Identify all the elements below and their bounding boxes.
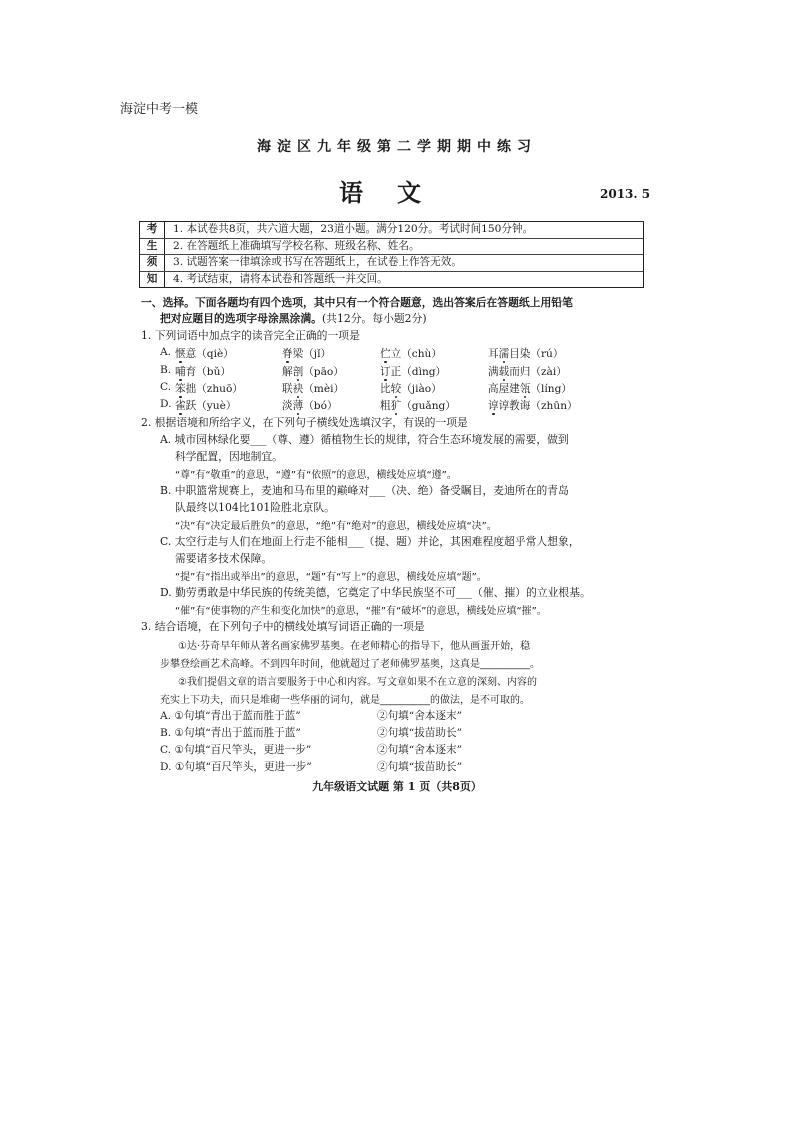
dotted-char: 哺 — [175, 366, 186, 378]
word-post: （mèi） — [303, 383, 345, 395]
notice-text: 3. 试题答案一律填涂或书写在答题纸上，在试卷上作答无效。 — [173, 256, 462, 268]
section1-line2 — [160, 311, 427, 326]
q1-option-word — [488, 346, 563, 361]
q1-option-word — [175, 398, 236, 413]
q1-option-word — [282, 398, 338, 413]
q3-option-a-part1: A. ①句填“青出于蓝而胜于蓝” — [160, 710, 301, 722]
section1-line1: 一、选择。下面各题均有四个选项，其中只有一个符合题意，选出答案后在答题纸上用铅笔 — [141, 296, 573, 309]
q1-option-word — [488, 381, 572, 396]
dotted-char: 订 — [380, 366, 391, 378]
dotted-char: 袂 — [292, 383, 304, 395]
notice-text: 4. 考试结束，请将本试卷和答题纸一并交回。 — [173, 272, 388, 285]
exam-date: 2013. 5 — [600, 187, 651, 201]
q1-stem: 1. 下列词语中加点字的读音完全正确的一项是 — [141, 329, 360, 342]
subject-title: 语文 — [339, 178, 455, 207]
word-post: （pāo） — [303, 366, 344, 378]
dotted-char: 濡 — [498, 348, 510, 360]
q1-option-word — [282, 346, 331, 361]
section1-line2-tail: (共12分。每小题2分) — [321, 312, 427, 325]
dotted-char: 谆 — [488, 400, 499, 412]
q2-option-a-line1: A. 城市园林绿化要___（尊、遵）循植物生长的规律，符合生态环境发展的需要，做到 — [160, 433, 569, 446]
dotted-char: 雀 — [175, 400, 186, 412]
page-footer: 九年级语文试题 第 1 页（共8页） — [312, 780, 482, 793]
q1-option-word — [175, 364, 231, 379]
q2-option-c-line2: 需要诸多技术保障。 — [175, 552, 273, 565]
word-pre: 联 — [282, 383, 293, 395]
q1-option-word — [175, 346, 234, 361]
q2-option-c-line1: C. 太空行走与人们在地面上行走不能相___（提、题）并论，其困难程度超乎常人想象， — [160, 535, 580, 548]
q3-passage2-line1: ②我们提倡文章的语言要服务于中心和内容。写文章如果不在立意的深刻、内容的 — [178, 677, 537, 688]
q1-option-word — [380, 346, 442, 361]
q2-option-b-line1: B. 中职篮常规赛上，麦迪和马布里的巅峰对___（决、绝）备受瞩目，麦迪所在的青岛 — [160, 484, 569, 497]
word-post: 立（chù） — [390, 348, 442, 360]
q2-option-b-line2: 队最终以104比101险胜北京队。 — [175, 501, 335, 514]
word-pre: 比 — [380, 383, 391, 395]
dotted-char: 犷 — [390, 400, 402, 412]
q1-row-label: C. — [160, 381, 172, 393]
dotted-char: 较 — [390, 383, 402, 395]
word-pre: 耳 — [488, 348, 499, 360]
word-post: （bó） — [303, 400, 338, 412]
q3-option-c-part2: ②句填“舍本逐末” — [377, 744, 462, 756]
word-post: 育（bǔ） — [185, 366, 231, 378]
q1-option-word — [488, 364, 567, 379]
word-pre: 解 — [282, 366, 293, 378]
q2-option-d-note: “催”有“使事物的产生和变化加快”的意思，“摧”有“破坏”的意思，横线处应填“摧”。 — [175, 606, 547, 617]
word-post: （líng） — [530, 383, 572, 395]
q3-option-b-part2: ②句填“拔苗助长” — [377, 727, 462, 739]
word-post: 谆教诲（zhūn） — [498, 400, 578, 412]
q1-row-label: B. — [160, 364, 172, 376]
dotted-char: 载 — [498, 366, 510, 378]
q2-option-c-note: “提”有“指出或举出”的意思，“题”有“写上”的意思，横线处应填“题”。 — [175, 572, 487, 583]
word-pre: 高屋建 — [488, 383, 520, 395]
q2-option-b-note: “决”有“决定最后胜负”的意思，“绝”有“绝对”的意思，横线处应填“决”。 — [175, 521, 497, 532]
q1-option-word — [380, 381, 442, 396]
dotted-char: 笨 — [175, 383, 186, 395]
notice-text: 2. 在答题纸上准确填写学校名称、班级名称、姓名。 — [173, 239, 420, 252]
word-post: 目染（rú） — [509, 348, 564, 360]
dotted-char: 剖 — [292, 366, 304, 378]
q2-stem: 2. 根据语境和所给字义，在下列句子横线处选填汉字，有误的一项是 — [141, 416, 468, 429]
q2-option-a-note: “尊”有“敬重”的意思，“遵”有“依照”的意思，横线处应填“遵”。 — [175, 470, 457, 481]
q1-option-word — [380, 398, 456, 413]
q1-option-word — [282, 381, 344, 396]
notice-row — [140, 222, 643, 238]
q1-row-label: A. — [160, 346, 172, 358]
q1-row-label: D. — [160, 398, 172, 410]
word-post: 正（dìng） — [390, 366, 447, 378]
notice-row — [140, 238, 643, 255]
word-post: 跃（yuè） — [185, 400, 237, 412]
word-post: （jiào） — [401, 383, 442, 395]
exam-notice-box — [139, 221, 644, 288]
dotted-char: 薄 — [292, 400, 304, 412]
dotted-char: 瓴 — [519, 383, 531, 395]
word-post: 拙（zhuō） — [185, 383, 243, 395]
notice-key: 知 — [140, 272, 165, 288]
q3-option-d-part1: D. ①句填“百尺竿头，更进一步” — [160, 761, 312, 773]
word-post: 而归（zài） — [509, 366, 567, 378]
q2-option-d-line1: D. 勤劳勇敢是中华民族的传统美德，它奠定了中华民族坚不可___（催、摧）的立业根基。 — [160, 586, 591, 599]
q1-option-word — [282, 364, 344, 379]
q1-option-word — [488, 398, 578, 413]
dotted-char: 伫 — [380, 348, 391, 360]
word-pre: 满 — [488, 366, 499, 378]
dotted-char: 脊 — [282, 348, 293, 360]
q3-option-b-part1: B. ①句填“青出于蓝而胜于蓝” — [160, 727, 301, 739]
header-note: 海淀中考一模 — [120, 102, 199, 117]
section1-line2-bold: 把对应题目的选项字母涂黑涂满。 — [160, 312, 322, 325]
word-pre: 淡 — [282, 400, 293, 412]
exam-title: 海淀区九年级第二学期期中练习 — [257, 139, 537, 155]
notice-key: 生 — [140, 239, 165, 255]
q3-passage2-line2: 充实上下功夫，而只是堆砌一些华丽的词句，就是__________的做法，是不可取的。 — [160, 695, 530, 706]
q3-passage1-line1: ①达·芬奇早年师从著名画家佛罗基奥。在老师精心的指导下，他从画蛋开始，稳 — [178, 641, 531, 652]
notice-text: 1. 本试卷共8页，共六道大题，23道小题。满分120分。考试时间150分钟。 — [173, 223, 534, 235]
q1-option-word — [380, 364, 446, 379]
q3-stem: 3. 结合语境，在下列句子中的横线处填写词语正确的一项是 — [141, 620, 425, 633]
q1-option-word — [175, 381, 243, 396]
q2-option-a-line2: 科学配置，因地制宜。 — [175, 450, 283, 463]
q3-passage1-line2: 步攀登绘画艺术高峰。不到四年时间，他就超过了老师佛罗基奥，这真是__________。 — [160, 659, 540, 670]
word-post: 梁（jǐ） — [292, 348, 332, 360]
word-pre: 粗 — [380, 400, 391, 412]
word-post: （guǎng） — [401, 400, 456, 412]
q3-option-d-part2: ②句填“拔苗助长” — [377, 761, 462, 773]
dotted-char: 惬 — [175, 348, 186, 360]
q3-option-a-part2: ②句填“舍本逐末” — [377, 710, 462, 722]
notice-row — [140, 254, 643, 271]
word-post: 意（qiè） — [185, 348, 234, 360]
notice-row — [140, 271, 643, 288]
notice-key: 须 — [140, 255, 165, 271]
q3-option-c-part1: C. ①句填“百尺竿头，更进一步” — [160, 744, 312, 756]
notice-key: 考 — [140, 222, 165, 238]
